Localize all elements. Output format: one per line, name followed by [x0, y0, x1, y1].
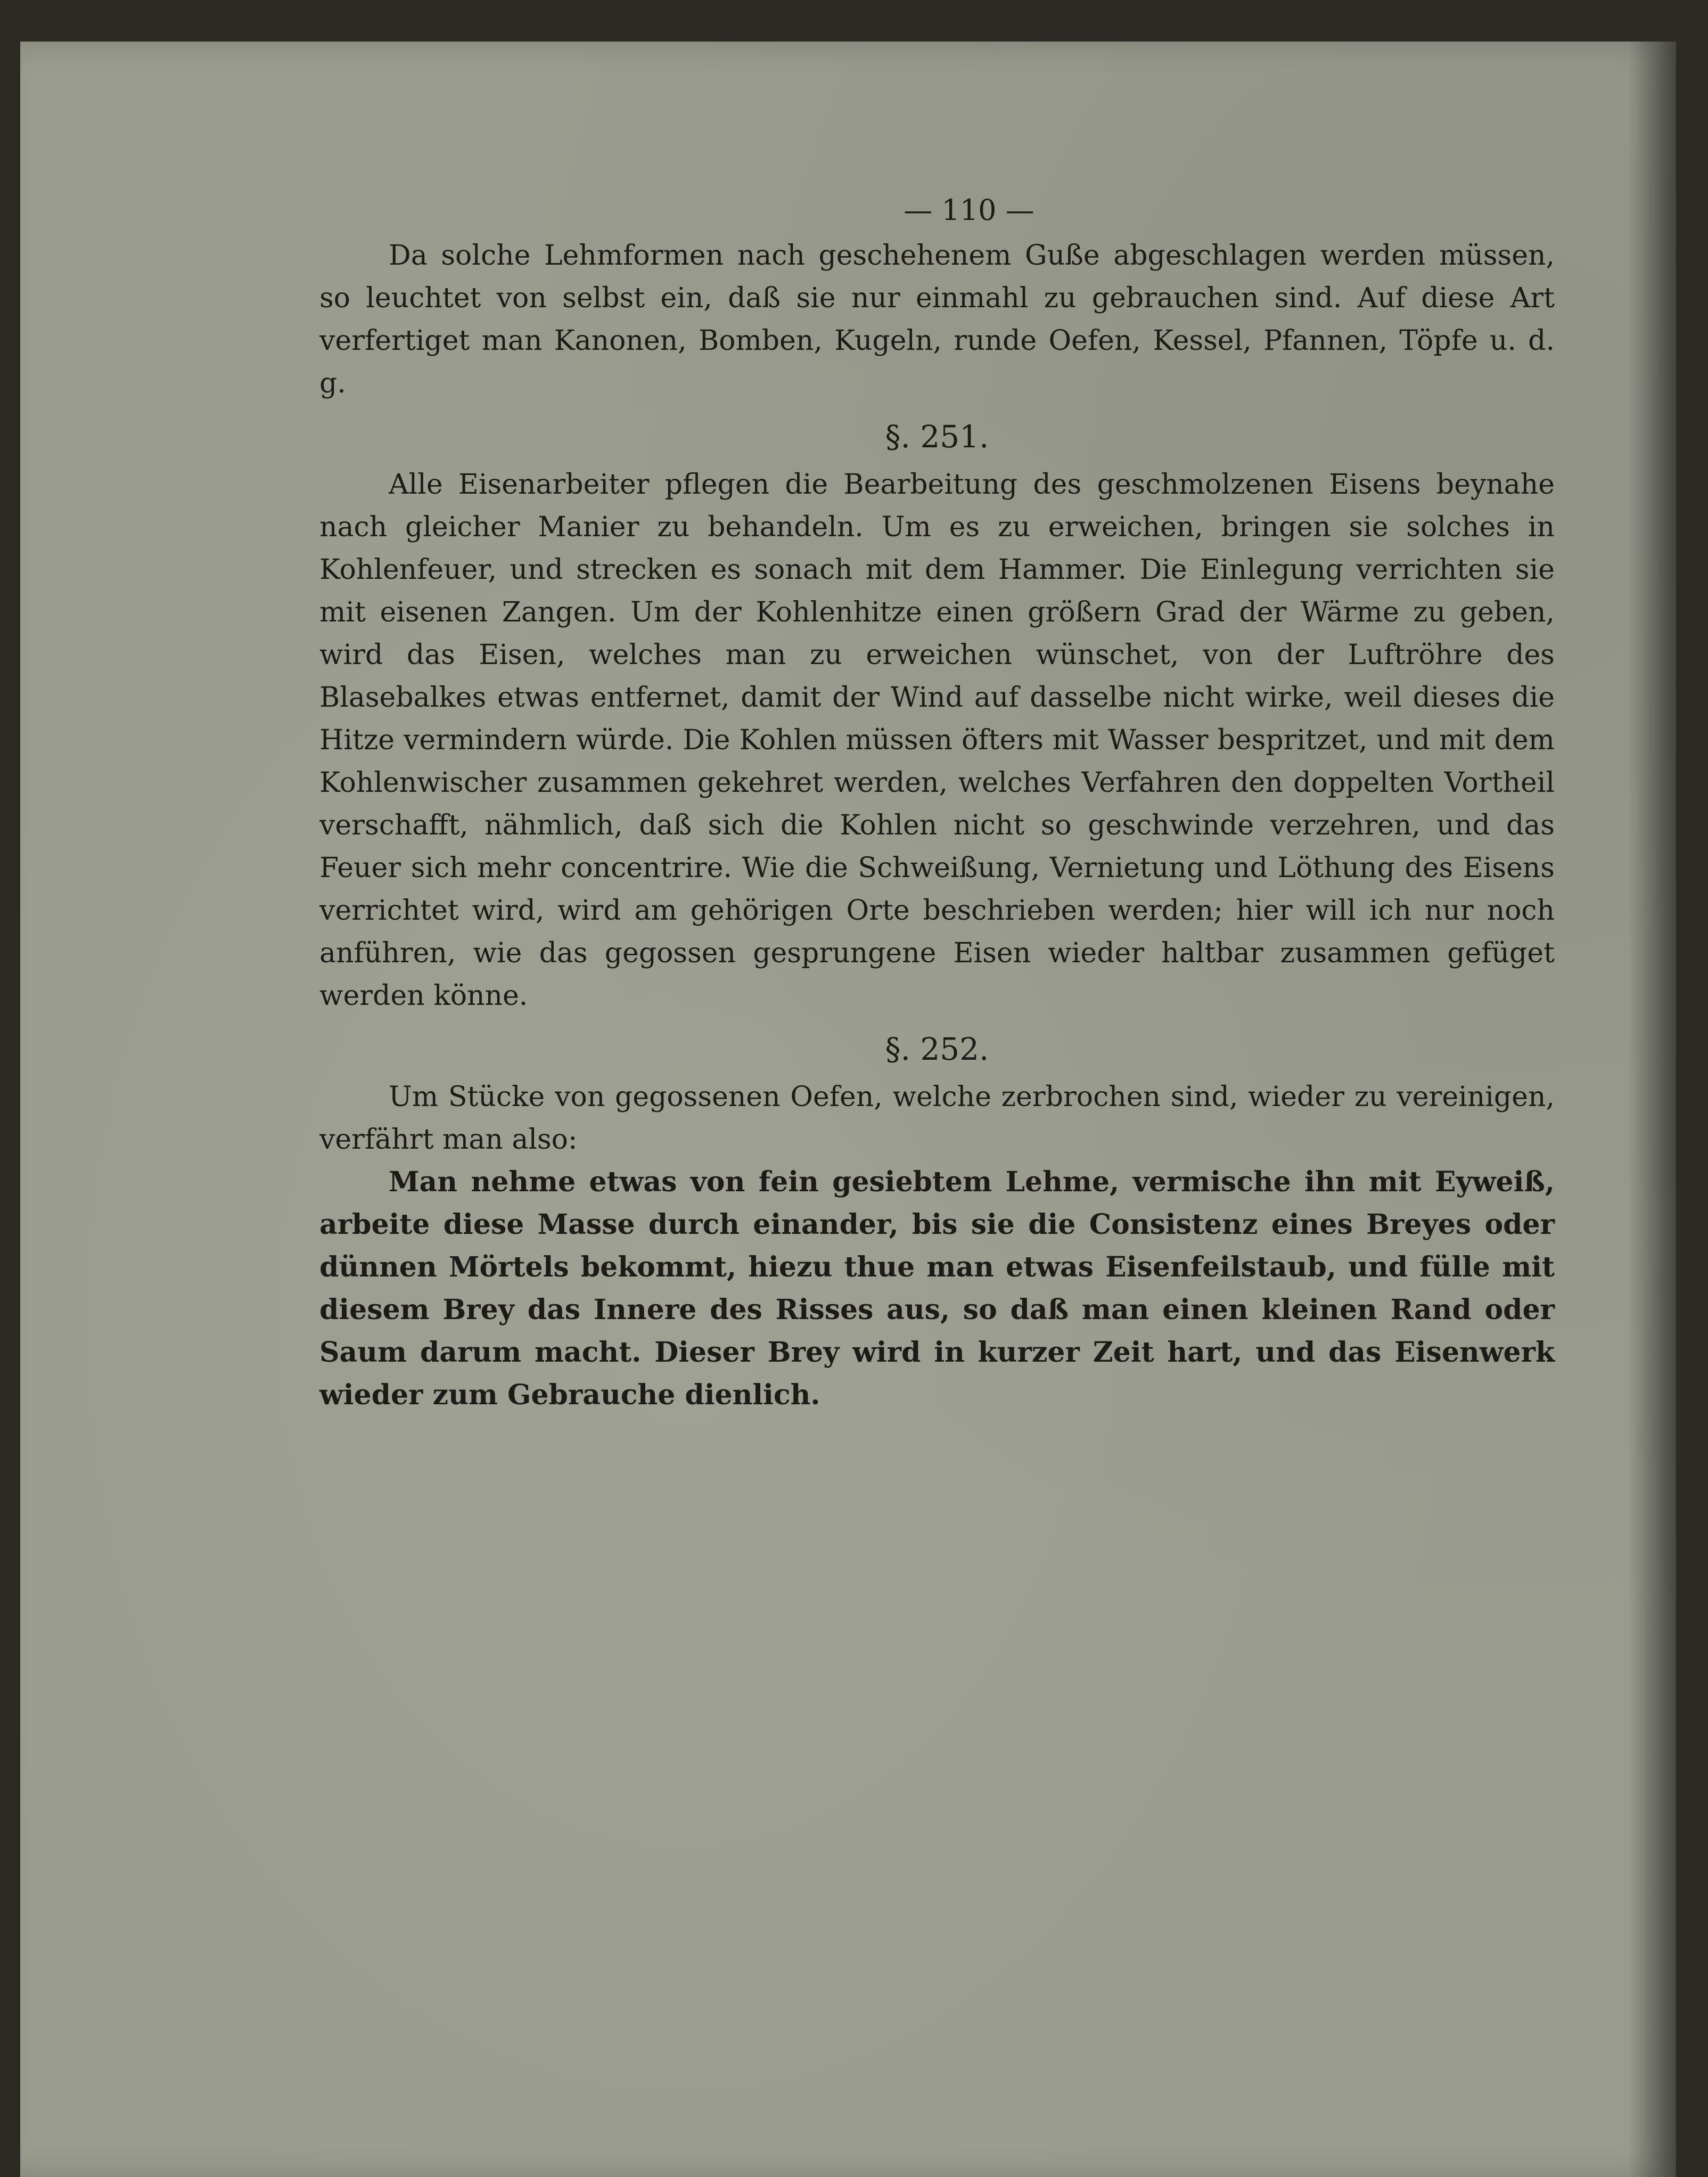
- intro-paragraph: Da solche Lehmformen nach geschehenem Guße abgeschlagen werden müssen, so leuchtet von selbst ein, daß sie nur einmahl zu gebrauchen sind. Auf diese Art verfertiget man Kanonen, Bomben, Kugeln, runde Oefen, Kessel, Pfannen, Töpfe u. d. g.: [319, 240, 1555, 399]
- section-heading-252: §. 252.: [885, 1031, 989, 1067]
- section-252-paragraph-1: Um Stücke von gegossenen Oefen, welche zerbrochen sind, wieder zu vereinigen, verfährt man also:: [319, 1081, 1555, 1156]
- page-spine-shadow: [1628, 42, 1676, 2177]
- page-number: — 110 —: [904, 193, 1034, 227]
- section-heading-251: §. 251.: [885, 419, 989, 455]
- page-text-block: [319, 186, 1555, 1417]
- section-252-paragraph-2: Man nehme etwas von fein gesiebtem Lehme, vermische ihn mit Eyweiß, arbeite diese Masse durch einander, bis sie die Consistenz eines Breyes oder dünnen Mörtels bekommt, hiezu thue man etwas Eisenfeilstaub, und fülle mit diesem Brey das Innere des Risses aus, so daß man einen kleinen Rand oder Saum darum macht. Dieser Brey wird in kurzer Zeit hart, und das Eisenwerk wieder zum Gebrauche dienlich.: [319, 1166, 1555, 1411]
- section-251-paragraph: Alle Eisenarbeiter pflegen die Bearbeitung des geschmolzenen Eisens beynahe nach gleicher Manier zu behandeln. Um es zu erweichen, bringen sie solches in Kohlenfeuer, und strecken es sonach mit dem Hammer. Die Einlegung verrichten sie mit eisenen Zangen. Um der Kohlenhitze einen größern Grad der Wärme zu geben, wird das Eisen, welches man zu erweichen wünschet, von der Luftröhre des Blasebalkes etwas entfernet, damit der Wind auf dasselbe nicht wirke, weil dieses die Hitze vermindern würde. Die Kohlen müssen öfters mit Wasser bespritzet, und mit dem Kohlenwischer zusammen gekehret werden, welches Verfahren den doppelten Vortheil verschafft, nähmlich, daß sich die Kohlen nicht so geschwinde verzehren, und das Feuer sich mehr concentrire. Wie die Schweißung, Vernietung und Löthung des Eisens verrichtet wird, wird am gehörigen Orte beschrieben werden; hier will ich nur noch anführen, wie das gegossen gesprungene Eisen wieder haltbar zusammen gefüget werden könne.: [319, 469, 1555, 1012]
